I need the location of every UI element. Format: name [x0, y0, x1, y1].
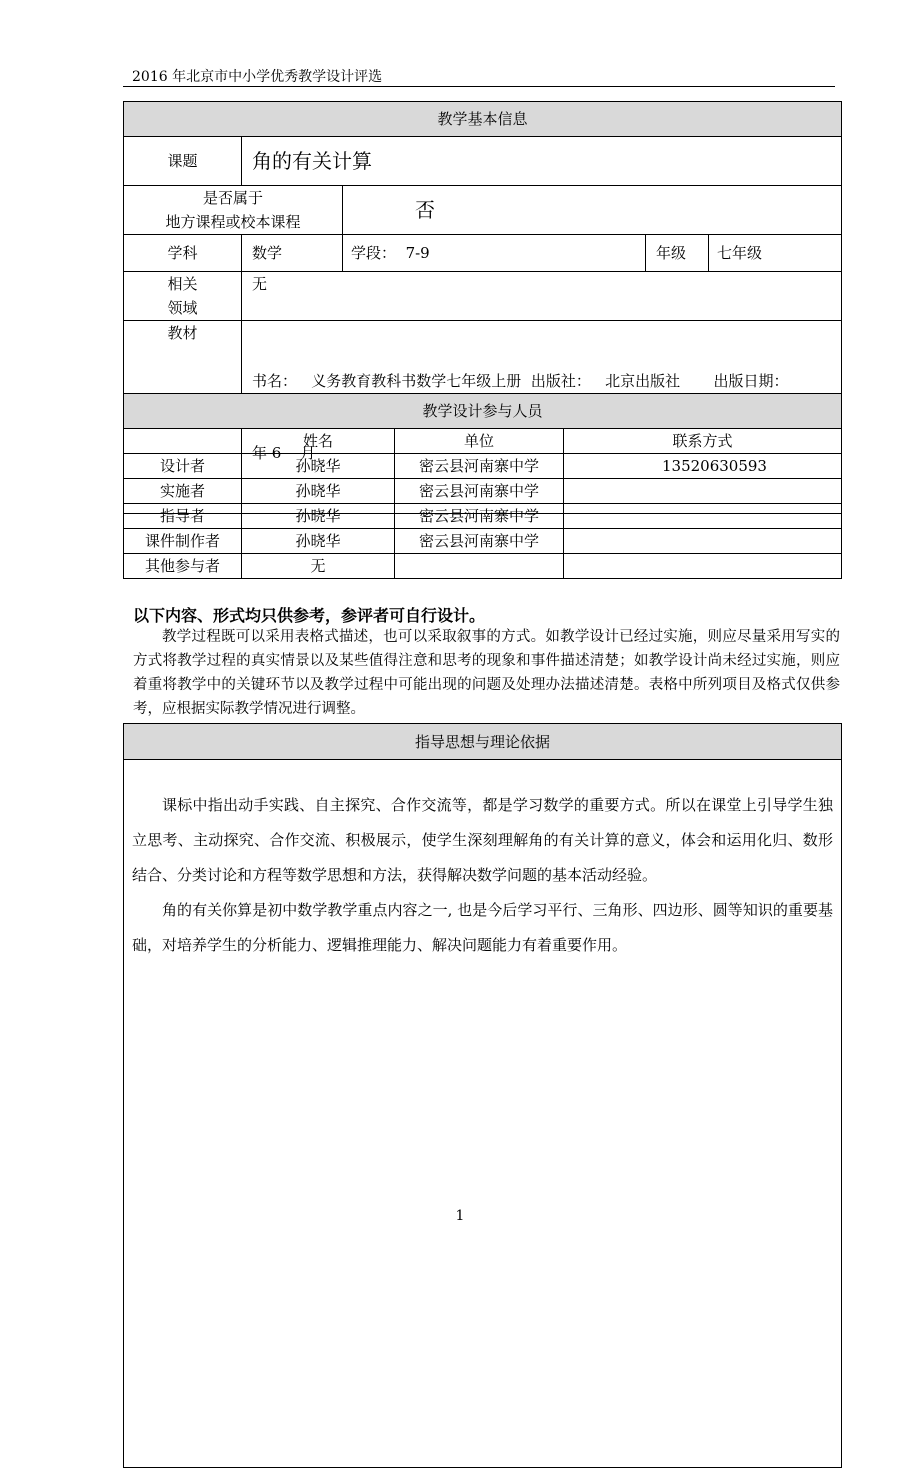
contact-cell — [564, 504, 842, 529]
textbook-line2: 年 6 月 — [252, 444, 316, 462]
stage-label: 学段： — [351, 244, 397, 262]
guiding-content — [124, 760, 842, 1468]
contact-cell: 13520630593 — [564, 454, 842, 479]
page-header-title: 2016 年北京市中小学优秀教学设计评选 — [132, 69, 383, 85]
contact-cell — [564, 554, 842, 579]
subject-value: 数学 — [242, 235, 343, 272]
unit-cell: 密云县河南寨中学 — [395, 479, 564, 504]
column-header — [124, 429, 242, 454]
related-value: 无 — [242, 272, 842, 321]
textbook-line1: 书名： 义务教育教科书数学七年级上册 出版社： 北京出版社 出版日期： — [252, 372, 789, 390]
note-title: 以下内容、形式均只供参考，参评者可自行设计。 — [133, 606, 486, 625]
basic-info-heading: 教学基本信息 — [124, 102, 842, 137]
subject-label: 学科 — [124, 235, 242, 272]
header-rule — [123, 86, 835, 87]
grade-label: 年级 — [646, 235, 709, 272]
name-cell: 孙晓华 — [242, 454, 395, 479]
local-course-label-line1: 是否属于 — [202, 189, 263, 207]
column-header-contact: 联系方式 — [564, 429, 842, 454]
unit-cell: 密云县河南寨中学 — [395, 504, 564, 529]
local-course-label — [124, 186, 343, 235]
participants-table — [123, 393, 842, 579]
role-cell: 课件制作者 — [124, 529, 242, 554]
related-label-line2: 领域 — [167, 299, 198, 317]
role-cell: 设计者 — [124, 454, 242, 479]
table-row — [124, 529, 842, 554]
column-header-unit: 单位 — [395, 429, 564, 454]
stage-value: 7-9 — [405, 244, 430, 262]
role-cell: 指导者 — [124, 504, 242, 529]
stage-cell — [343, 235, 646, 272]
guiding-paragraph-1: 课标中指出动手实践、自主探究、合作交流等，都是学习数学的重要方式。所以在课堂上引导学生独立思考、主动探究、合作交流、积极展示，使学生深刻理解角的有关计算的意义，体会和运用化归、数形结合、分类讨论和方程等数学思想和方法，获得解决数学问题的基本活动经验。 — [132, 796, 833, 884]
guiding-heading: 指导思想与理论依据 — [124, 724, 842, 760]
table-row — [124, 454, 842, 479]
contact-cell — [564, 529, 842, 554]
contact-cell — [564, 479, 842, 504]
unit-cell: 密云县河南寨中学 — [395, 529, 564, 554]
role-cell: 其他参与者 — [124, 554, 242, 579]
topic-value: 角的有关计算 — [242, 137, 842, 186]
local-course-value: 否 — [343, 186, 842, 235]
textbook-label: 教材 — [124, 321, 242, 514]
unit-cell: 密云县河南寨中学 — [395, 454, 564, 479]
column-header-name: 姓名 — [242, 429, 395, 454]
table-row — [124, 479, 842, 504]
table-row — [124, 504, 842, 529]
related-label-line1: 相关 — [167, 275, 198, 293]
guiding-table — [123, 723, 842, 1468]
unit-cell — [395, 554, 564, 579]
name-cell: 孙晓华 — [242, 504, 395, 529]
guiding-paragraph-2: 角的有关你算是初中数学教学重点内容之一, 也是今后学习平行、三角形、四边形、圆等知识的重要基础，对培养学生的分析能力、逻辑推理能力、解决问题能力有着重要作用。 — [132, 901, 833, 954]
name-cell: 无 — [242, 554, 395, 579]
participants-heading: 教学设计参与人员 — [124, 394, 842, 429]
note-body: 教学过程既可以采用表格式描述，也可以采取叙事的方式。如教学设计已经过实施，则应尽量采用写实的方式将教学过程的真实情景以及某些值得注意和思考的现象和事件描述清楚；如教学设计尚未经过实施，则应着重将教学中的关键环节以及教学过程中可能出现的问题及处理办法描述清楚。表格中所列项目及格式仅供参考，应根据实际教学情况进行调整。 — [133, 629, 840, 717]
table-row — [124, 554, 842, 579]
grade-value: 七年级 — [709, 235, 842, 272]
topic-label: 课题 — [124, 137, 242, 186]
related-label — [124, 272, 242, 321]
name-cell: 孙晓华 — [242, 479, 395, 504]
name-cell: 孙晓华 — [242, 529, 395, 554]
role-cell: 实施者 — [124, 479, 242, 504]
local-course-label-line2: 地方课程或校本课程 — [165, 213, 301, 231]
page-number: 1 — [455, 1208, 465, 1224]
